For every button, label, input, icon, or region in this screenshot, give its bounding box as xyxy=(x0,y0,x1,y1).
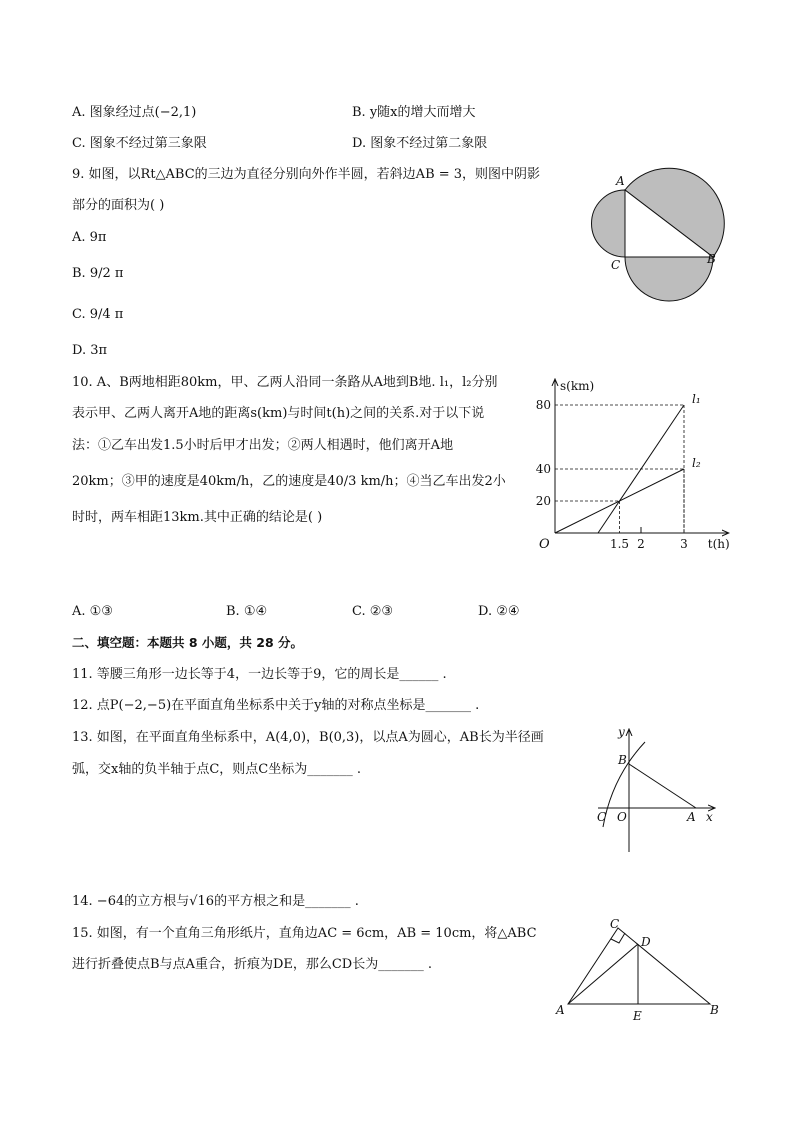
q10-stem-line2: 表示甲、乙两人离开A地的距离s(km)与时间t(h)之间的关系.对于以下说 xyxy=(72,406,485,421)
q10-guide-lines xyxy=(555,405,684,533)
q15-segment-ad xyxy=(568,944,638,1004)
q10-stem-line5: 时时，两车相距13km.其中正确的结论是( ) xyxy=(72,510,323,525)
q15-label-e: E xyxy=(633,1009,642,1023)
q10-y-tick-label: 80 xyxy=(535,398,551,412)
q9-label-b: B xyxy=(707,252,716,266)
q9-semicircle-ac xyxy=(592,190,625,257)
q10-series-label-2: l₂ xyxy=(692,456,701,470)
q10-x-tick-label: 3 xyxy=(680,537,688,551)
q9-stem-line1: 9. 如图，以Rt△ABC的三边为直径分别向外作半圆，若斜边AB = 3，则图中阴影 xyxy=(72,167,541,182)
q9-option-d: D. 3π xyxy=(72,343,108,358)
q15-right-angle-mark xyxy=(611,933,625,943)
q13-label-c: C xyxy=(597,810,607,824)
q10-option-c: C. ②③ xyxy=(352,604,394,619)
q10-option-b: B. ①④ xyxy=(226,604,268,619)
q10-x-tick-label: 2 xyxy=(637,537,645,551)
q8-option-d: D. 图象不经过第二象限 xyxy=(352,136,488,151)
q10-y-tick-label: 20 xyxy=(535,494,551,508)
q10-series-label-1: l₁ xyxy=(692,392,701,406)
q9-label-a: A xyxy=(616,174,625,188)
q9-semicircle-cb xyxy=(625,257,713,301)
q10-stem-line4: 20km；③甲的速度是40km/h，乙的速度是40/3 km/h；④当乙车出发2小 xyxy=(72,474,506,489)
q10-x-tick-label: 1.5 xyxy=(609,537,630,551)
q14-text: 14. −64的立方根与√16的平方根之和是_______ . xyxy=(72,894,359,909)
q10-y-tick-label: 40 xyxy=(535,462,551,476)
q15-label-b: B xyxy=(710,1003,719,1017)
q13-label-a: A xyxy=(687,810,696,824)
q10-series xyxy=(555,392,701,533)
q13-line2: 弧，交x轴的负半轴于点C，则点C坐标为_______ . xyxy=(72,762,361,777)
q9-figure xyxy=(585,165,725,305)
q9-stem-line2: 部分的面积为( ) xyxy=(72,198,165,213)
q13-figure xyxy=(590,722,725,857)
q9-option-c: C. 9/4 π xyxy=(72,307,124,322)
q13-segment-ab xyxy=(629,764,696,808)
q10-y-axis-label: s(km) xyxy=(560,379,595,393)
q13-label-b: B xyxy=(618,753,627,767)
q10-stem-line3: 法：①乙车出发1.5小时后甲才出发；②两人相遇时，他们离开A地 xyxy=(72,438,454,453)
q13-line1: 13. 如图，在平面直角坐标系中，A(4,0)，B(0,3)，以点A为圆心，AB长为半径画 xyxy=(72,730,544,745)
q10-stem-line1: 10. A、B两地相距80km，甲、乙两人沿同一条路从A地到B地. l₁，l₂分别 xyxy=(72,375,498,390)
q13-label-o: O xyxy=(617,810,627,824)
q8-option-b: B. y随x的增大而增大 xyxy=(352,105,476,120)
q10-axes xyxy=(555,380,728,533)
q15-label-c: C xyxy=(610,918,620,931)
q13-label-x: x xyxy=(706,810,713,824)
q10-origin-label: O xyxy=(539,537,550,552)
q15-figure xyxy=(552,918,727,1026)
q9-label-c: C xyxy=(611,258,621,272)
q10-chart xyxy=(535,370,735,560)
q15-label-d: D xyxy=(641,935,651,949)
q11-text: 11. 等腰三角形一边长等于4，一边长等于9，它的周长是______ . xyxy=(72,667,447,682)
q8-option-c: C. 图象不经过第三象限 xyxy=(72,136,207,151)
q10-option-a: A. ①③ xyxy=(72,604,113,619)
q12-text: 12. 点P(−2,−5)在平面直角坐标系中关于y轴的对称点坐标是_______ . xyxy=(72,698,480,713)
section-2-title: 二、填空题：本题共 8 小题，共 28 分。 xyxy=(72,635,304,650)
q10-option-d: D. ②④ xyxy=(478,604,520,619)
q15-label-a: A xyxy=(556,1003,565,1017)
q10-tick-labels xyxy=(536,398,688,551)
q13-label-y: y xyxy=(618,725,625,739)
q15-triangle-abc xyxy=(568,928,710,1004)
q9-option-b: B. 9/2 π xyxy=(72,266,124,281)
q15-line2: 进行折叠使点B与点A重合，折痕为DE，那么CD长为_______ . xyxy=(72,957,432,972)
q9-option-a: A. 9π xyxy=(72,230,107,245)
q8-option-a: A. 图象经过点(−2,1) xyxy=(72,105,197,120)
q10-x-axis-label: t(h) xyxy=(707,537,730,551)
q9-semicircles xyxy=(592,168,725,301)
q15-line1: 15. 如图，有一个直角三角形纸片，直角边AC = 6cm，AB = 10cm，将△ABC xyxy=(72,926,537,941)
